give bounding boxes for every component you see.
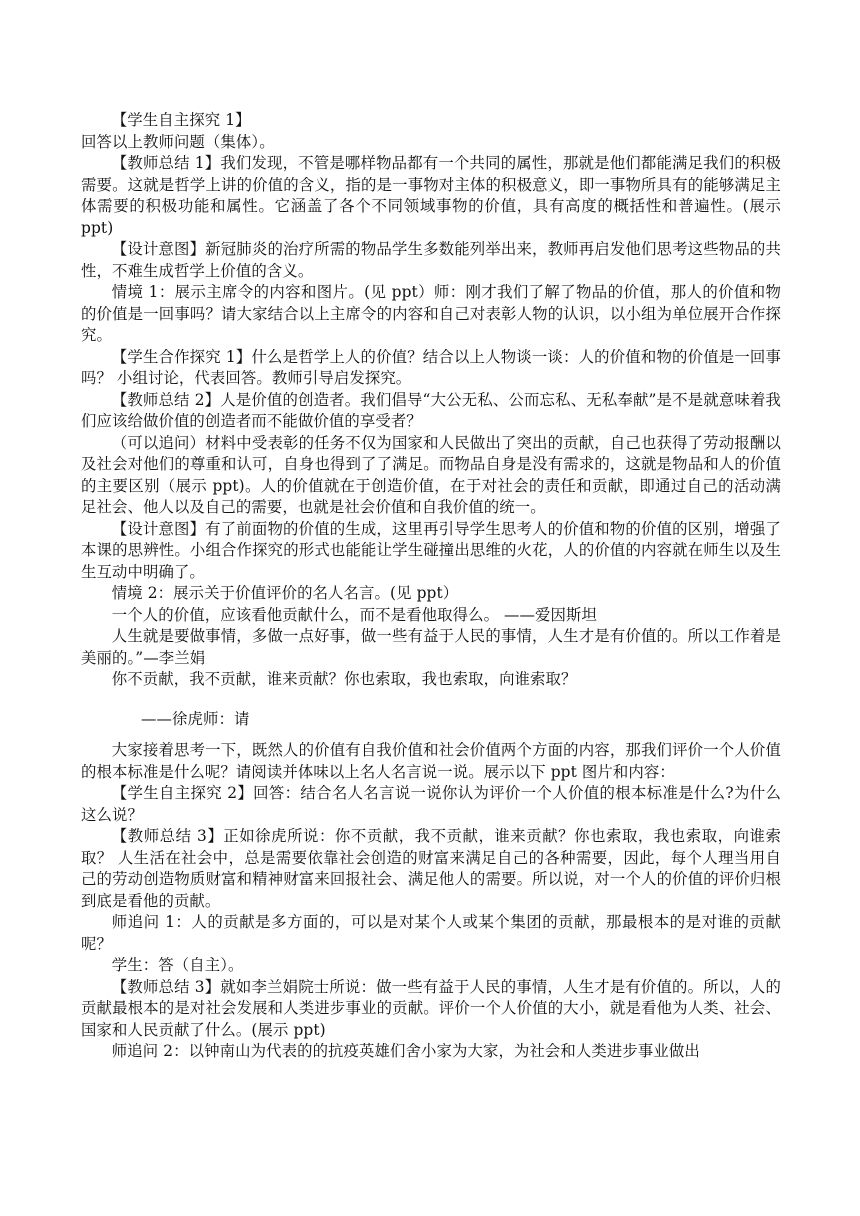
quote-attribution-xu-hu: ——徐虎师：请 — [141, 709, 250, 728]
paragraph-teacher-summary-1: 【教师总结 1】我们发现，不管是哪样物品都有一个共同的属性，那就是他们都能满足我们的积极需要。这就是哲学上讲的价值的含义，指的是一事物对主体的积极意义，即一事物所具有的能够满足主体需要的积极功能和属性。它涵盖了各个不同领域事物的价值，具有高度的概括性和普遍性。(展示 ppt) — [81, 154, 781, 237]
paragraph-student-answer: 学生：答（自主）。 — [111, 956, 244, 974]
paragraph-teacher-summary-3b: 【教师总结 3】就如李兰娟院士所说：做一些有益于人民的事情，人生才是有价值的。所以，人的贡献最根本的是对社会发展和人类进步事业的贡献。评价一个人价值的大小，就是看他为人类、社会、国家和人民贡献了什么。(展示 ppt) — [81, 977, 781, 1039]
paragraph-follow-up-1: 师追问 1：人的贡献是多方面的，可以是对某个人或某个集团的贡献，那最根本的是对谁的贡献呢？ — [81, 913, 781, 953]
paragraph-follow-up-question: （可以追问）材料中受表彰的任务不仅为国家和人民做出了突出的贡献，自己也获得了劳动报酬以及社会对他们的尊重和认可，自身也得到了了满足。而物品自身是没有需求的，这就是物品和人的价值的主要区别（展示 ppt)。人的价值就在于创造价值，在于对社会的责任和贡献，即通过自己的活动满足社会、他人以及自己的需要，也就是社会价值和自我价值的统一。 — [81, 433, 781, 516]
paragraph-student-inquiry-1: 【学生自主探究 1】 — [111, 111, 251, 129]
paragraph-teacher-summary-3a: 【教师总结 3】正如徐虎所说：你不贡献，我不贡献，谁来贡献？你也索取，我也索取，向谁索取？ 人生活在社会中，总是需要依靠社会创造的财富来满足自己的各种需要，因此，每个人理当用自己的劳动创造物质财富和精神财富来回报社会、满足他人的需要。所以说，对一个人的价值的评价归根到底是看他的贡献。 — [81, 827, 781, 910]
quote-li-lanjuan: 人生就是要做事情，多做一点好事，做一些有益于人民的事情，人生才是有价值的。所以工作着是美丽的。”—李兰娟 — [81, 627, 781, 667]
paragraph-follow-up-2: 师追问 2：以钟南山为代表的的抗疫英雄们舍小家为大家，为社会和人类进步事业做出 — [111, 1042, 700, 1060]
paragraph-design-intent-2: 【设计意图】有了前面物的价值的生成，这里再引导学生思考人的价值和物的价值的区别，增强了本课的思辨性。小组合作探究的形式也能能让学生碰撞出思维的火花，人的价值的内容就在师生以及生生互动中明确了。 — [81, 519, 781, 581]
paragraph-student-inquiry-2: 【学生自主探究 2】回答：结合名人名言说一说你认为评价一个人价值的根本标准是什么?为什么这么说？ — [81, 784, 781, 824]
paragraph-design-intent-1: 【设计意图】新冠肺炎的治疗所需的物品学生多数能列举出来，教师再启发他们思考这些物品的共性，不难生成哲学上价值的含义。 — [81, 240, 781, 280]
paragraph-scenario-1: 情境 1：展示主席令的内容和图片。(见 ppt）师：刚才我们了解了物品的价值，那人的价值和物的价值是一回事吗？请大家结合以上主席令的内容和自己对表彰人物的认识，以小组为单位展开合作探究。 — [81, 283, 781, 344]
quote-einstein: 一个人的价值，应该看他贡献什么，而不是看他取得么。 ——爱因斯坦 — [111, 605, 597, 624]
paragraph-teacher-summary-2: 【教师总结 2】人是价值的创造者。我们倡导“大公无私、公而忘私、无私奉献”是不是就意味着我们应该给做价值的创造者而不能做价值的享受者？ — [81, 390, 781, 430]
document-page — [81, 110, 781, 1063]
paragraph-cooperative-inquiry-1: 【学生合作探究 1】什么是哲学上人的价值？结合以上人物谈一谈：人的价值和物的价值是一回事吗？ 小组讨论，代表回答。教师引导启发探究。 — [81, 347, 781, 387]
paragraph-scenario-2: 情境 2：展示关于价值评价的名人名言。(见 ppt） — [111, 584, 459, 602]
quote-xu-hu: 你不贡献，我不贡献，谁来贡献？你也索取，我也索取，向谁索取？ — [111, 670, 577, 688]
paragraph-think-further: 大家接着思考一下，既然人的价值有自我价值和社会价值两个方面的内容，那我们评价一个人价值的根本标准是什么呢？请阅读并体味以上名人名言说一说。展示以下 ppt 图片和内容： — [81, 741, 781, 781]
paragraph-answer-collective: 回答以上教师问题（集体）。 — [81, 132, 275, 151]
